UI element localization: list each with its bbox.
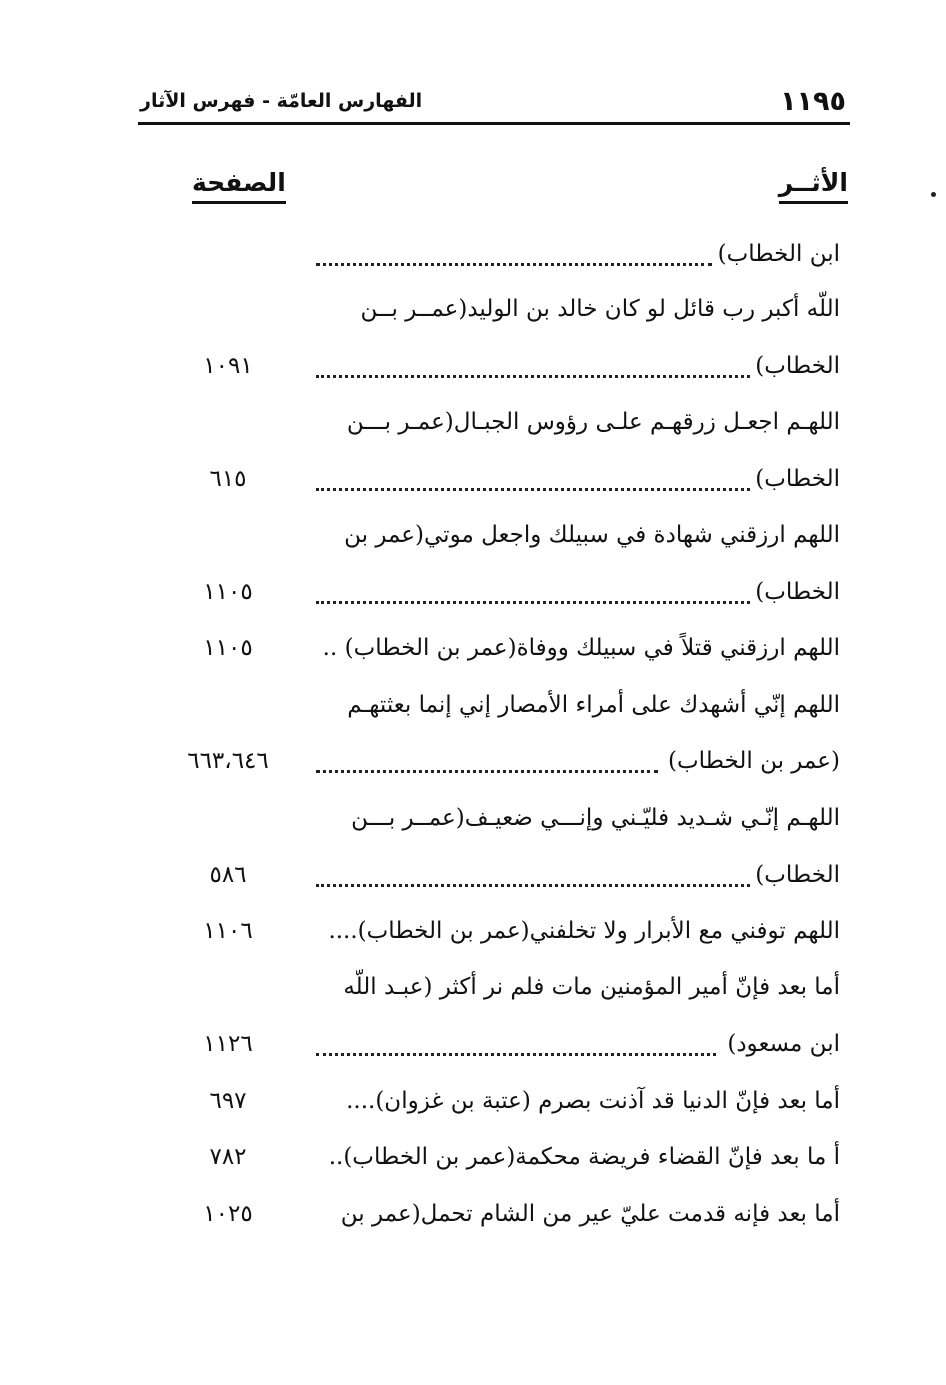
entry-line xyxy=(316,1081,840,1121)
entry-text: أما بعد فإنّ الدنيا قد آذنت بصرم (عتبة بن غزوان).... xyxy=(346,1088,840,1114)
entry-line xyxy=(316,741,840,781)
page-number: ١١٩٥ xyxy=(780,86,846,117)
entry-text: أما بعد فإنّ أمير المؤمنين مات فلم نر أكثر (عبـد اللّه xyxy=(343,974,840,1000)
entry-line xyxy=(316,459,840,499)
page-ref: ١٠٢٥ xyxy=(203,1201,253,1227)
entry-text: اللهم إنّي أشهدك على أمراء الأمصار إني إنما بعثتهـم xyxy=(347,692,840,718)
column-heading-athar: الأثــر xyxy=(779,168,848,204)
entry-line xyxy=(316,572,840,612)
page-ref: ٦١٥ xyxy=(209,466,247,492)
page-ref: ١١٠٥ xyxy=(203,635,253,661)
column-heading-page: الصفحة xyxy=(192,168,286,204)
entry-text: اللّه أكبر رب قائل لو كان خالد بن الوليد(عمــر بــن xyxy=(360,296,840,322)
entry-text: اللهم توفني مع الأبرار ولا تخلفني(عمر بن الخطاب).... xyxy=(328,918,840,944)
entry-text: (عمر بن الخطاب) xyxy=(668,748,840,774)
entry-text: الخطاب) xyxy=(755,466,840,492)
entry-text: الخطاب) xyxy=(755,862,840,888)
stray-mark xyxy=(931,192,936,197)
running-title: الفهارس العامّة - فهرس الآثار xyxy=(140,90,423,112)
entry-text: الخطاب) xyxy=(755,579,840,605)
entry-line xyxy=(316,855,840,895)
entry-line xyxy=(316,515,840,555)
entry-line xyxy=(316,911,840,951)
dot-leader xyxy=(316,884,750,887)
entry-text: أ ما بعد فإنّ القضاء فريضة محكمة(عمر بن الخطاب).. xyxy=(328,1144,840,1170)
entry-text: اللهـم اجعـل زرقهـم علـى رؤوس الجبـال(عمـر بـــن xyxy=(346,409,840,435)
page-ref: ٦٩٧ xyxy=(209,1088,247,1114)
entry-text: ابن مسعود) xyxy=(727,1031,840,1057)
entry-text: الخطاب) xyxy=(755,353,840,379)
entry-line xyxy=(316,346,840,386)
page-ref: ٧٨٢ xyxy=(209,1144,247,1170)
dot-leader xyxy=(316,375,750,378)
entry-line xyxy=(316,289,840,329)
page-ref: ١١٠٥ xyxy=(203,579,253,605)
entry-text: اللهم ارزقني شهادة في سبيلك واجعل موتي(عمر بن xyxy=(344,522,840,548)
entry-line xyxy=(316,402,840,442)
page-ref: ٦٦٣،٦٤٦ xyxy=(187,748,269,774)
page-ref: ١٠٩١ xyxy=(203,353,253,379)
page-header xyxy=(138,82,850,125)
dot-leader xyxy=(316,1053,716,1056)
page-ref: ١١٠٦ xyxy=(203,918,253,944)
entry-line xyxy=(316,1024,840,1064)
dot-leader xyxy=(316,488,750,491)
entry-line xyxy=(316,1137,840,1177)
entry-line xyxy=(316,798,840,838)
entry-text: اللهـم إنّـي شـديد فليّـني وإنـــي ضعيـف(عمــر بـــن xyxy=(351,805,840,831)
entry-line xyxy=(316,1194,840,1234)
page-ref: ١١٢٦ xyxy=(203,1031,253,1057)
entry-line xyxy=(316,685,840,725)
entry-text: ابن الخطاب) xyxy=(717,241,840,267)
entry-line xyxy=(316,967,840,1007)
entry-text: أما بعد فإنه قدمت عليّ عير من الشام تحمل(عمر بن xyxy=(340,1201,840,1227)
dot-leader xyxy=(316,263,712,266)
page-ref: ٥٨٦ xyxy=(209,862,247,888)
entry-line xyxy=(316,628,840,668)
entry-text: اللهم ارزقني قتلاً في سبيلك ووفاة(عمر بن الخطاب) .. xyxy=(322,635,840,661)
dot-leader xyxy=(316,601,750,604)
dot-leader xyxy=(316,770,658,773)
entry-line xyxy=(316,234,840,274)
